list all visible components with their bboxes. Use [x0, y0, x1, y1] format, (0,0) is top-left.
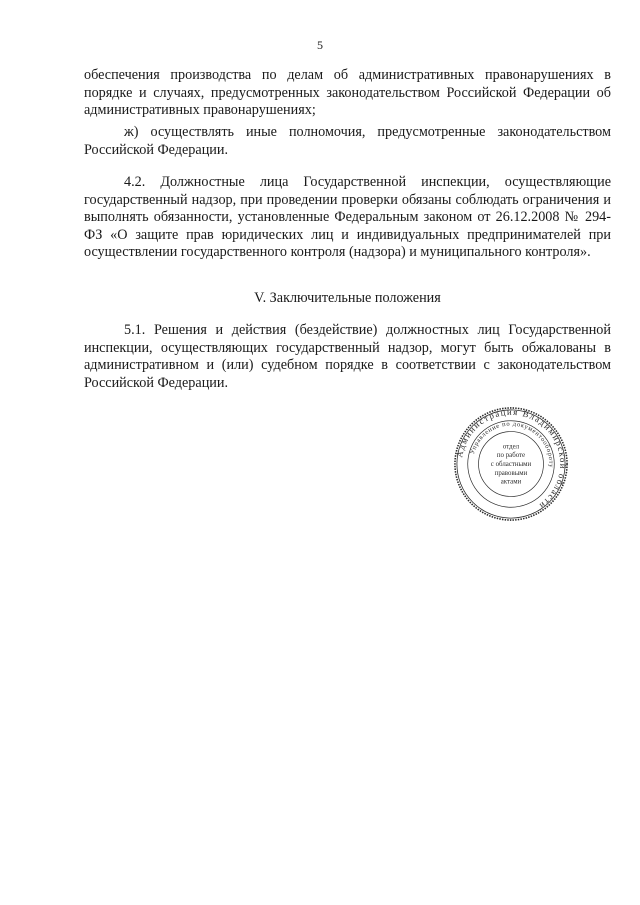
stamp-center-line: по работе — [496, 452, 526, 460]
page-number: 5 — [317, 38, 323, 52]
paragraph-5-1: 5.1. Решения и действия (бездействие) должностных лиц Государственной инспекции, осуществляющих государственный надзор, могут быть обжалованы в административном и (или) судебном порядке в соответствии с законодательством Российской Федерации. — [84, 322, 611, 391]
stamp-center-line: правовыми — [494, 469, 528, 477]
stamp-center-line: с областными — [490, 460, 532, 468]
paragraph-continuation: обеспечения производства по делам об административных правонарушениях в порядке и случаях, предусмотренных законодательством Российской Федерации об административных правонарушениях; — [84, 67, 611, 119]
svg-text:Управление по документообороту: Управление по документообороту — [469, 420, 555, 469]
paragraph-item-zh: ж) осуществлять иные полномочия, предусмотренные законодательством Российской Федерации. — [84, 124, 611, 158]
paragraph-4-2: 4.2. Должностные лица Государственной инспекции, осуществляющие государственный надзор, при проведении проверки обязаны соблюдать ограничения и выполнять обязанности, установленные Федеральным законом от 26.12.2008 № 294-ФЗ «О защите прав юридических лиц и индивидуальных предпринимателей при осуществлении государственного контроля (надзора) и муниципального контроля». — [84, 174, 611, 261]
stamp-center-line: отдел — [502, 443, 520, 451]
stamp-center-line: актами — [500, 478, 522, 486]
section-heading: V. Заключительные положения — [254, 290, 441, 306]
stamp-seal-icon — [452, 405, 570, 523]
svg-text:Администрация Владимирской обл: Администрация Владимирской области — [454, 406, 569, 512]
official-stamp — [452, 405, 570, 523]
